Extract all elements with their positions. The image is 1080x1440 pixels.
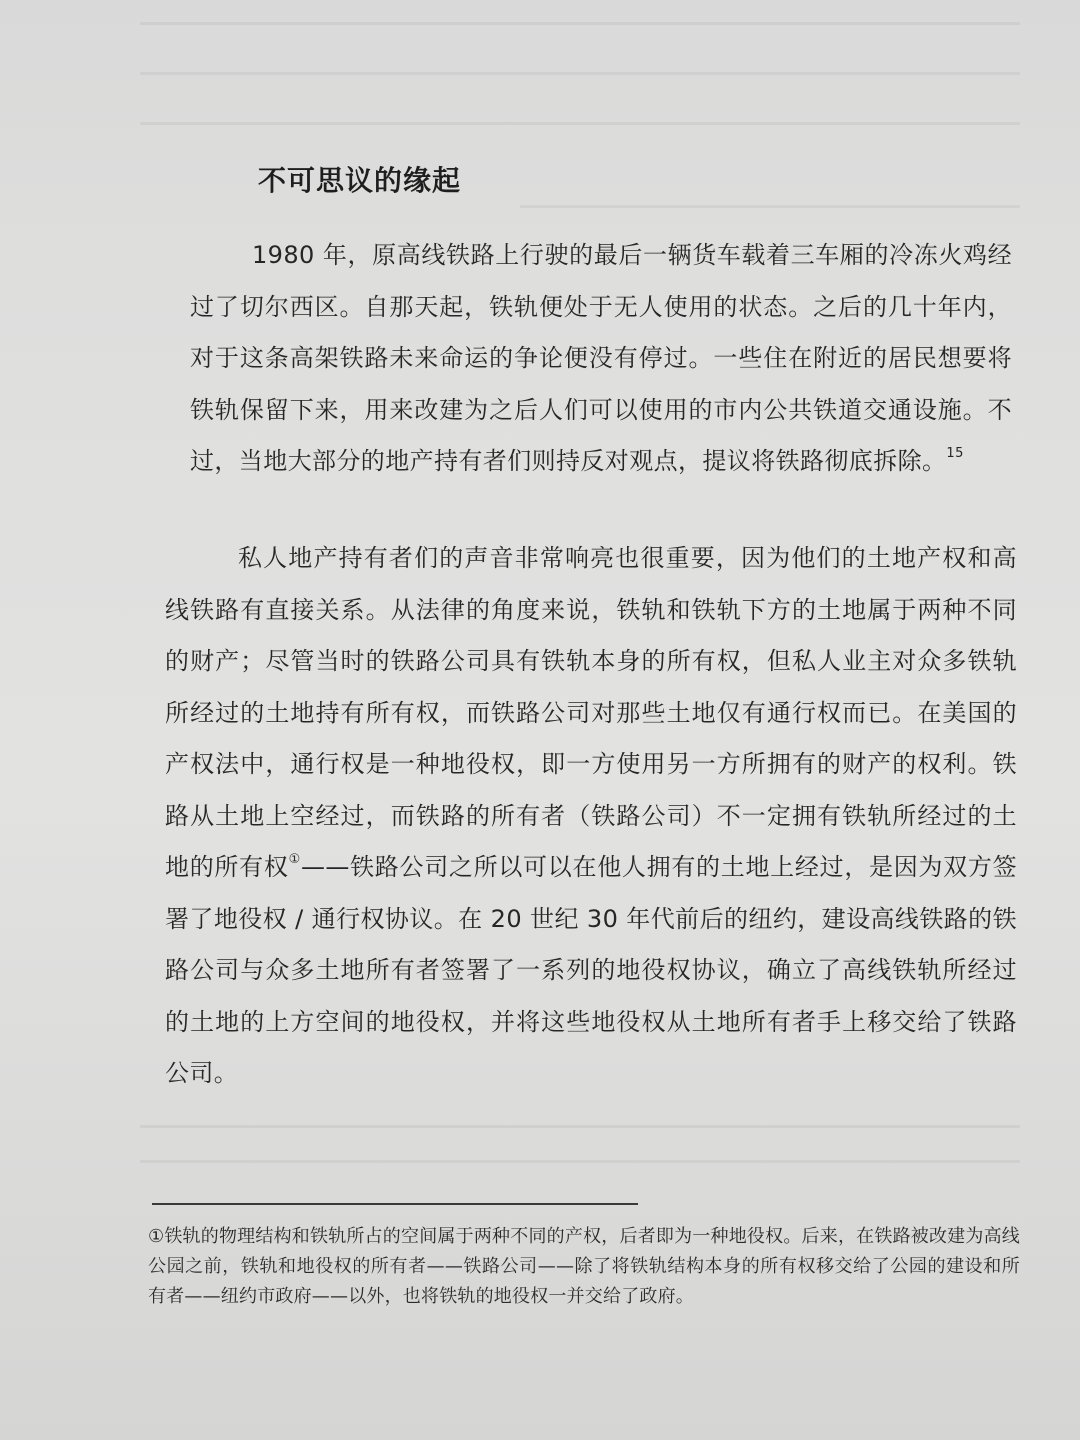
bleed-through-line xyxy=(140,1125,1020,1128)
paragraph-1 xyxy=(190,230,1012,488)
bleed-through-line xyxy=(140,22,1020,25)
bleed-through-line xyxy=(140,1160,1020,1163)
endnote-reference: 15 xyxy=(946,446,964,461)
bleed-through-line xyxy=(520,205,1020,208)
paragraph-2 xyxy=(165,533,1017,1100)
paragraph-2-text-before: 私人地产持有者们的声音非常响亮也很重要，因为他们的土地产权和高线铁路有直接关系。从法律的角度来说，铁轨和铁轨下方的土地属于两种不同的财产；尽管当时的铁路公司具有铁轨本身的所有权，但私人业主对众多铁轨所经过的土地持有所有权，而铁路公司对那些土地仅有通行权而已。在美国的产权法中，通行权是一种地役权，即一方使用另一方所拥有的财产的权利。铁路从土地上空经过，而铁路的所有者（铁路公司）不一定拥有铁轨所经过的土地的所有权 xyxy=(165,544,1017,881)
bleed-through-line xyxy=(140,122,1020,125)
footnote-divider xyxy=(152,1203,638,1205)
section-heading: 不可思议的缘起 xyxy=(258,163,462,197)
bleed-through-line xyxy=(140,72,1020,75)
footnote: ①铁轨的物理结构和铁轨所占的空间属于两种不同的产权，后者即为一种地役权。后来，在铁路被改建为高线公园之前，铁轨和地役权的所有者——铁路公司——除了将铁轨结构本身的所有权移交给了公园的建设和所有者——纽约市政府——以外，也将铁轨的地役权一并交给了政府。 xyxy=(148,1226,1020,1307)
footnote-marker: ① xyxy=(288,852,301,867)
paragraph-1-text: 1980 年，原高线铁路上行驶的最后一辆货车载着三车厢的冷冻火鸡经过了切尔西区。自那天起，铁轨便处于无人使用的状态。之后的几十年内，对于这条高架铁路未来命运的争论便没有停过。一些住在附近的居民想要将铁轨保留下来，用来改建为之后人们可以使用的市内公共铁道交通设施。不过，当地大部分的地产持有者们则持反对观点，提议将铁路彻底拆除。 xyxy=(190,241,1012,475)
paragraph-2-text-after: ——铁路公司之所以可以在他人拥有的土地上经过，是因为双方签署了地役权 / 通行权协议。在 20 世纪 30 年代前后的纽约，建设高线铁路的铁路公司与众多土地所有者签署了一系列的地役权协议，确立了高线铁轨所经过的土地的上方空间的地役权，并将这些地役权从土地所有者手上移交给了铁路公司。 xyxy=(165,853,1018,1087)
